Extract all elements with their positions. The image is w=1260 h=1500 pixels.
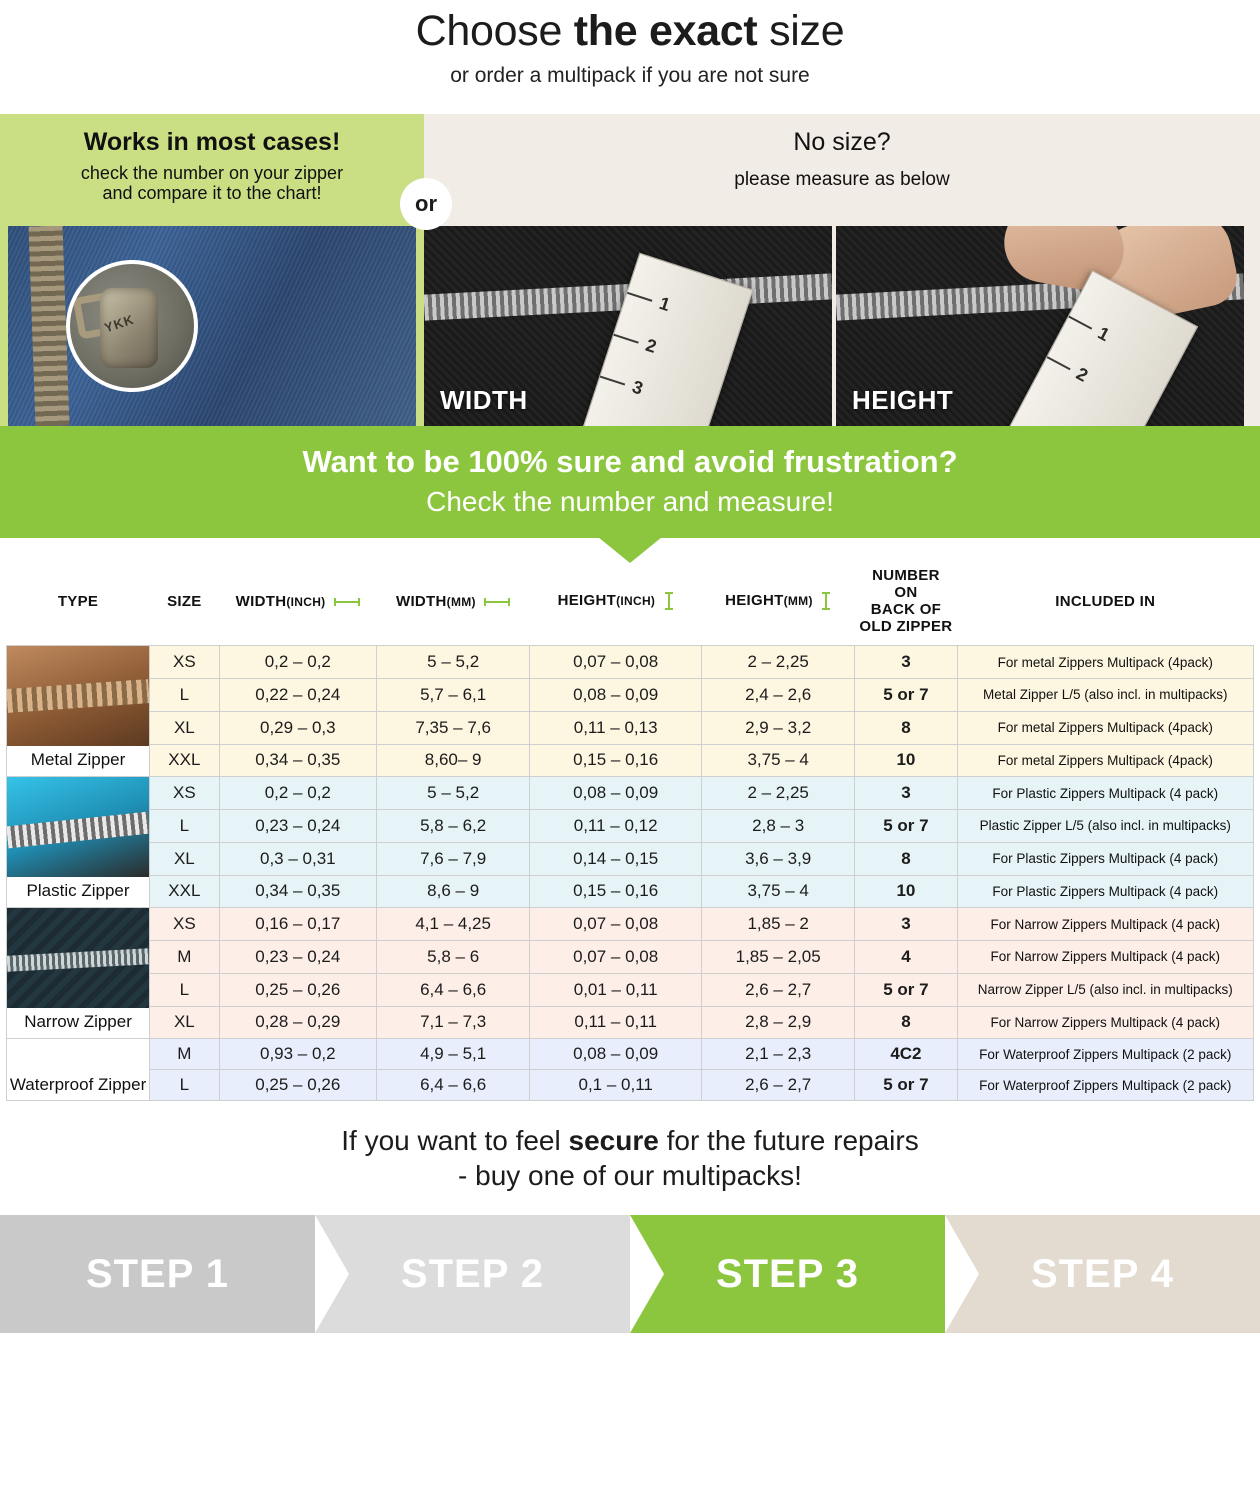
cell-wm: 6,4 – 6,6 [377, 1070, 530, 1101]
or-badge: or [400, 178, 452, 230]
cell-size: XXL [150, 875, 220, 908]
footer-line1-a: If you want to feel [341, 1125, 569, 1157]
cell-wi: 0,34 – 0,35 [219, 875, 376, 908]
cell-hi: 0,08 – 0,09 [530, 679, 702, 712]
cell-wi: 0,16 – 0,17 [219, 908, 376, 941]
panel-left-subtitle-line1: check the number on your zipper [80, 163, 344, 184]
height-photo-label: HEIGHT [852, 385, 954, 416]
table-row [7, 842, 1254, 875]
table-row [7, 810, 1254, 843]
height-measure-photo [836, 226, 1244, 426]
cell-wm: 8,60– 9 [377, 744, 530, 777]
cell-hi: 0,08 – 0,09 [530, 777, 702, 810]
step-notch-icon [630, 1215, 664, 1333]
cell-wm: 5 – 5,2 [377, 777, 530, 810]
cell-hi: 0,11 – 0,11 [530, 1006, 702, 1039]
cell-wi: 0,23 – 0,24 [219, 810, 376, 843]
zipper-type-photo [7, 646, 149, 746]
type-cell [7, 777, 150, 908]
cell-hm: 2,8 – 3 [702, 810, 855, 843]
cell-wm: 5 – 5,2 [377, 646, 530, 679]
ruler-graphic: 1 2 [994, 270, 1199, 426]
cell-size: XL [150, 711, 220, 744]
cell-num: 3 [855, 908, 957, 941]
cell-inc: For metal Zippers Multipack (4pack) [957, 646, 1253, 679]
cell-wi: 0,25 – 0,26 [219, 973, 376, 1006]
cell-size: XS [150, 646, 220, 679]
cell-num: 8 [855, 842, 957, 875]
cell-wi: 0,28 – 0,29 [219, 1006, 376, 1039]
step-label: STEP 1 [85, 1251, 230, 1296]
footer-line1-bold: secure [568, 1125, 659, 1157]
type-label: Waterproof Zipper [7, 1071, 149, 1101]
page-title [0, 8, 1260, 55]
banner-arrow-icon [598, 537, 662, 563]
cell-inc: For Waterproof Zippers Multipack (2 pack) [957, 1039, 1253, 1070]
cell-size: L [150, 679, 220, 712]
table-row [7, 1070, 1254, 1101]
table-row [7, 777, 1254, 810]
cell-hm: 1,85 – 2 [702, 908, 855, 941]
cell-num: 5 or 7 [855, 973, 957, 1006]
table-row [7, 744, 1254, 777]
step-notch-icon [945, 1215, 979, 1333]
cell-wi: 0,29 – 0,3 [219, 711, 376, 744]
denim-zipper-photo [8, 226, 416, 426]
step-1[interactable] [0, 1215, 315, 1333]
width-photo-label: WIDTH [440, 385, 528, 416]
type-cell [7, 1039, 150, 1101]
type-label: Metal Zipper [7, 746, 149, 776]
cell-wi: 0,34 – 0,35 [219, 744, 376, 777]
cell-size: XS [150, 777, 220, 810]
cell-hi: 0,15 – 0,16 [530, 744, 702, 777]
cell-hm: 2 – 2,25 [702, 646, 855, 679]
cell-wi: 0,25 – 0,26 [219, 1070, 376, 1101]
th-number-on-back: NUMBER ON BACK OF OLD ZIPPER [855, 562, 957, 646]
zipper-type-photo [7, 777, 149, 877]
cell-hm: 2,6 – 2,7 [702, 1070, 855, 1101]
th-included-in: INCLUDED IN [957, 562, 1253, 646]
cell-inc: Narrow Zipper L/5 (also incl. in multipacks) [957, 973, 1253, 1006]
cell-inc: For metal Zippers Multipack (4pack) [957, 744, 1253, 777]
cell-hm: 3,6 – 3,9 [702, 842, 855, 875]
cell-hi: 0,07 – 0,08 [530, 908, 702, 941]
th-width-mm: WIDTH(MM) [377, 562, 530, 646]
panel-left-subtitle-line2: and compare it to the chart! [102, 183, 322, 204]
cell-size: XS [150, 908, 220, 941]
panel-right-photos [424, 226, 1244, 426]
cell-num: 3 [855, 777, 957, 810]
zipper-brand-text: YKK [102, 311, 137, 336]
footer-line2: - buy one of our multipacks! [458, 1160, 802, 1192]
page-subtitle: or order a multipack if you are not sure [450, 64, 810, 88]
cell-num: 4C2 [855, 1039, 957, 1070]
zipper-type-photo [7, 908, 149, 1008]
cell-inc: For Waterproof Zippers Multipack (2 pack) [957, 1070, 1253, 1101]
cell-wm: 5,8 – 6,2 [377, 810, 530, 843]
panel-right-title: No size? [793, 128, 891, 157]
cell-wm: 7,35 – 7,6 [377, 711, 530, 744]
th-type: TYPE [7, 562, 150, 646]
table-header-row [7, 562, 1254, 646]
th-height-inch: HEIGHT(INCH) [530, 562, 702, 646]
cell-num: 3 [855, 646, 957, 679]
cell-hm: 3,75 – 4 [702, 875, 855, 908]
cell-wi: 0,3 – 0,31 [219, 842, 376, 875]
cell-num: 5 or 7 [855, 810, 957, 843]
cell-inc: Plastic Zipper L/5 (also incl. in multipacks) [957, 810, 1253, 843]
height-measure-icon [821, 592, 831, 610]
cell-wi: 0,93 – 0,2 [219, 1039, 376, 1070]
cell-wm: 7,6 – 7,9 [377, 842, 530, 875]
panel-no-size [424, 114, 1260, 426]
panel-left-subtitle [0, 163, 424, 203]
cell-hm: 2 – 2,25 [702, 777, 855, 810]
cell-hm: 1,85 – 2,05 [702, 941, 855, 974]
cell-num: 10 [855, 875, 957, 908]
title-part-2: size [757, 7, 845, 55]
zoom-circle-highlight [66, 260, 198, 392]
cell-size: M [150, 1039, 220, 1070]
cell-size: L [150, 1070, 220, 1101]
table-row [7, 908, 1254, 941]
step-3[interactable] [630, 1215, 945, 1333]
width-measure-photo [424, 226, 832, 426]
panel-left-photos [0, 226, 408, 426]
cell-num: 10 [855, 744, 957, 777]
width-measure-icon [484, 597, 510, 607]
type-cell [7, 646, 150, 777]
type-label: Narrow Zipper [7, 1008, 149, 1038]
size-chart-table [6, 562, 1254, 1101]
cell-num: 5 or 7 [855, 679, 957, 712]
ruler-graphic: 1 2 3 [574, 253, 753, 426]
table-row [7, 1006, 1254, 1039]
cell-hi: 0,01 – 0,11 [530, 973, 702, 1006]
cell-wm: 5,8 – 6 [377, 941, 530, 974]
footer-line1-b: for the future repairs [658, 1125, 919, 1157]
cell-inc: For Plastic Zippers Multipack (4 pack) [957, 875, 1253, 908]
cell-hi: 0,07 – 0,08 [530, 646, 702, 679]
cell-num: 5 or 7 [855, 1070, 957, 1101]
cell-size: XL [150, 1006, 220, 1039]
width-measure-icon [334, 597, 360, 607]
cell-size: L [150, 810, 220, 843]
cell-inc: Metal Zipper L/5 (also incl. in multipacks) [957, 679, 1253, 712]
cell-size: XXL [150, 744, 220, 777]
banner-headline: Want to be 100% sure and avoid frustration? [302, 444, 958, 480]
cell-wm: 8,6 – 9 [377, 875, 530, 908]
cell-wm: 5,7 – 6,1 [377, 679, 530, 712]
step-label: STEP 3 [715, 1251, 860, 1296]
cell-wm: 4,1 – 4,25 [377, 908, 530, 941]
cell-hi: 0,15 – 0,16 [530, 875, 702, 908]
panels-row [0, 114, 1260, 426]
cell-wi: 0,23 – 0,24 [219, 941, 376, 974]
height-measure-icon [664, 592, 674, 610]
panel-left-title: Works in most cases! [83, 128, 341, 157]
cell-size: L [150, 973, 220, 1006]
table-row [7, 941, 1254, 974]
panel-right-subtitle: please measure as below [734, 169, 950, 191]
cell-num: 4 [855, 941, 957, 974]
cell-hi: 0,08 – 0,09 [530, 1039, 702, 1070]
cell-inc: For Narrow Zippers Multipack (4 pack) [957, 941, 1253, 974]
cell-hi: 0,14 – 0,15 [530, 842, 702, 875]
step-2[interactable] [315, 1215, 630, 1333]
table-body [7, 646, 1254, 1101]
cell-hm: 2,6 – 2,7 [702, 973, 855, 1006]
cell-wi: 0,22 – 0,24 [219, 679, 376, 712]
cell-hi: 0,11 – 0,13 [530, 711, 702, 744]
cell-num: 8 [855, 711, 957, 744]
step-4[interactable] [945, 1215, 1260, 1333]
cell-wm: 4,9 – 5,1 [377, 1039, 530, 1070]
table-row [7, 711, 1254, 744]
type-cell [7, 908, 150, 1039]
zipper-teeth-graphic [29, 226, 70, 426]
cell-wi: 0,2 – 0,2 [219, 777, 376, 810]
step-label: STEP 2 [400, 1251, 545, 1296]
banner-subline: Check the number and measure! [426, 486, 834, 518]
cell-hi: 0,11 – 0,12 [530, 810, 702, 843]
green-banner [0, 426, 1260, 538]
cell-hi: 0,1 – 0,11 [530, 1070, 702, 1101]
title-part-1: Choose [415, 7, 574, 55]
cell-hm: 2,8 – 2,9 [702, 1006, 855, 1039]
cell-inc: For Narrow Zippers Multipack (4 pack) [957, 1006, 1253, 1039]
step-label: STEP 4 [1030, 1251, 1175, 1296]
table-row [7, 973, 1254, 1006]
table-row [7, 646, 1254, 679]
cell-hm: 2,9 – 3,2 [702, 711, 855, 744]
cell-hm: 3,75 – 4 [702, 744, 855, 777]
size-table-wrap [0, 538, 1260, 1101]
cell-wm: 6,4 – 6,6 [377, 973, 530, 1006]
th-height-mm: HEIGHT(MM) [702, 562, 855, 646]
cell-inc: For Plastic Zippers Multipack (4 pack) [957, 842, 1253, 875]
table-row [7, 679, 1254, 712]
hero-header [0, 0, 1260, 88]
cell-size: XL [150, 842, 220, 875]
cell-inc: For metal Zippers Multipack (4pack) [957, 711, 1253, 744]
footer-message [0, 1123, 1260, 1193]
panel-works-in-most-cases [0, 114, 424, 426]
cell-wi: 0,2 – 0,2 [219, 646, 376, 679]
th-width-inch: WIDTH(INCH) [219, 562, 376, 646]
cell-hm: 2,4 – 2,6 [702, 679, 855, 712]
th-size: SIZE [150, 562, 220, 646]
cell-num: 8 [855, 1006, 957, 1039]
cell-hi: 0,07 – 0,08 [530, 941, 702, 974]
title-bold: the exact [573, 7, 758, 55]
cell-inc: For Plastic Zippers Multipack (4 pack) [957, 777, 1253, 810]
type-label: Plastic Zipper [7, 877, 149, 907]
table-row [7, 1039, 1254, 1070]
table-row [7, 875, 1254, 908]
cell-size: M [150, 941, 220, 974]
cell-inc: For Narrow Zippers Multipack (4 pack) [957, 908, 1253, 941]
step-notch-icon [315, 1215, 349, 1333]
steps-bar [0, 1215, 1260, 1333]
cell-hm: 2,1 – 2,3 [702, 1039, 855, 1070]
cell-wm: 7,1 – 7,3 [377, 1006, 530, 1039]
